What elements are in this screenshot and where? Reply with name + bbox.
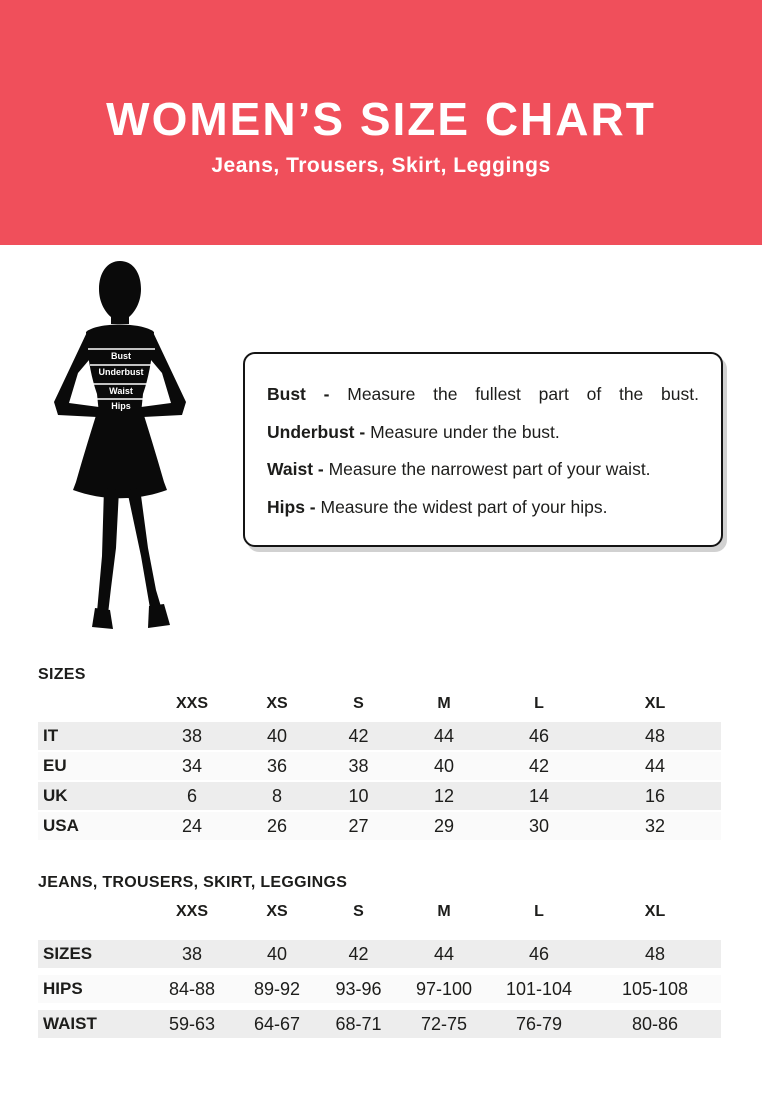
cell: 89-92: [253, 978, 301, 999]
cell: 42: [528, 755, 550, 776]
cell: 42: [348, 725, 369, 746]
col-header-xs: XS: [266, 903, 288, 920]
cell: 48: [644, 725, 666, 746]
row-label-uk: UK: [43, 786, 68, 805]
woman-silhouette-illustration: [42, 256, 212, 636]
col-header-s: S: [353, 695, 364, 712]
measurement-definitions-box: [243, 352, 723, 547]
cell: 84-88: [168, 978, 216, 999]
cell: 8: [271, 785, 282, 806]
page-title: WOMEN’S SIZE CHART: [106, 93, 656, 146]
row-label-waist: WAIST: [43, 1014, 97, 1033]
cell: 80-86: [631, 1013, 679, 1034]
cell: 10: [348, 785, 369, 806]
row-label-hips: HIPS: [43, 979, 83, 998]
cell: 44: [644, 755, 666, 776]
cell: 40: [266, 725, 288, 746]
hips-definition: [267, 497, 699, 518]
garment-table-header-row: [38, 902, 721, 922]
underbust-term: Underbust -: [267, 421, 366, 442]
cell: 6: [186, 785, 197, 806]
cell: 97-100: [415, 978, 473, 999]
table-row-uk: [38, 782, 721, 810]
table-row-waist: [38, 1010, 721, 1038]
silhouette-right-leg: [127, 488, 162, 614]
cell: 72-75: [420, 1013, 468, 1034]
row-label-usa: USA: [43, 816, 79, 835]
underbust-definition: [267, 422, 699, 443]
cell: 59-63: [168, 1013, 216, 1034]
hips-term: Hips -: [267, 496, 316, 517]
cell: 68-71: [335, 1013, 382, 1034]
col-header-xxs: XXS: [175, 903, 208, 920]
silhouette-skirt: [73, 406, 167, 498]
silhouette-head: [99, 261, 141, 324]
tables-section: [0, 666, 721, 1038]
col-header-xl: XL: [644, 903, 666, 920]
cell: 26: [266, 815, 288, 836]
col-header-xxs: XXS: [175, 695, 208, 712]
hips-desc: Measure the widest part of your hips.: [320, 496, 608, 517]
cell: 44: [433, 943, 455, 964]
silhouette-left-shoe: [92, 608, 113, 629]
sizes-table-title: SIZES: [38, 666, 86, 683]
row-label-eu: EU: [43, 756, 67, 775]
cell: 14: [528, 785, 550, 806]
hips-label: Hips: [111, 401, 131, 411]
cell: 16: [644, 785, 666, 806]
table-row-hips: [38, 975, 721, 1003]
col-header-xs: XS: [266, 695, 288, 712]
sizes-table-header-row: [38, 694, 721, 714]
underbust-label: Underbust: [98, 367, 144, 377]
row-label-it: IT: [43, 726, 59, 745]
cell: 93-96: [335, 978, 382, 999]
cell: 44: [433, 725, 455, 746]
header-banner: [0, 0, 762, 245]
col-header-m: M: [437, 903, 451, 920]
col-header-l: L: [534, 695, 544, 712]
col-header-l: L: [534, 903, 544, 920]
bust-term: Bust -: [267, 384, 330, 404]
col-header-m: M: [437, 695, 451, 712]
row-label-sizes: SIZES: [43, 944, 93, 963]
cell: 38: [348, 755, 369, 776]
col-header-xl: XL: [644, 695, 666, 712]
page-subtitle: Jeans, Trousers, Skirt, Leggings: [211, 153, 551, 177]
cell: 48: [644, 943, 666, 964]
sizes-table: [38, 666, 721, 840]
cell: 12: [433, 785, 455, 806]
cell: 38: [181, 943, 203, 964]
cell: 30: [528, 815, 550, 836]
cell: 105-108: [621, 978, 689, 999]
cell: 101-104: [505, 978, 573, 999]
measurement-section: [0, 245, 762, 666]
table-row-eu: [38, 752, 721, 780]
cell: 32: [644, 815, 666, 836]
waist-term: Waist -: [267, 459, 324, 479]
cell: 46: [528, 725, 550, 746]
cell: 40: [266, 943, 288, 964]
col-header-s: S: [353, 903, 364, 920]
waist-label: Waist: [109, 386, 133, 396]
silhouette-right-shoe: [148, 604, 170, 628]
waist-desc: Measure the narrowest part of your waist.: [328, 459, 651, 479]
bust-definition: [267, 384, 699, 405]
underbust-desc: Measure under the bust.: [370, 421, 560, 442]
silhouette-left-leg: [97, 488, 119, 614]
cell: 38: [181, 725, 203, 746]
cell: 46: [528, 943, 550, 964]
cell: 29: [433, 815, 455, 836]
cell: 42: [348, 943, 369, 964]
cell: 24: [181, 815, 203, 836]
cell: 40: [433, 755, 455, 776]
cell: 64-67: [253, 1013, 301, 1034]
garment-table: [38, 874, 721, 1038]
bust-desc: Measure the fullest part of the bust.: [347, 384, 699, 404]
cell: 34: [181, 755, 203, 776]
cell: 27: [348, 815, 369, 836]
cell: 76-79: [515, 1013, 563, 1034]
waist-definition: [267, 459, 699, 480]
garment-table-title: JEANS, TROUSERS, SKIRT, LEGGINGS: [38, 874, 348, 891]
table-row-usa: [38, 812, 721, 840]
cell: 36: [266, 755, 288, 776]
table-row-it: [38, 722, 721, 750]
bust-label: Bust: [111, 351, 131, 361]
table-row-sizes: [38, 940, 721, 968]
